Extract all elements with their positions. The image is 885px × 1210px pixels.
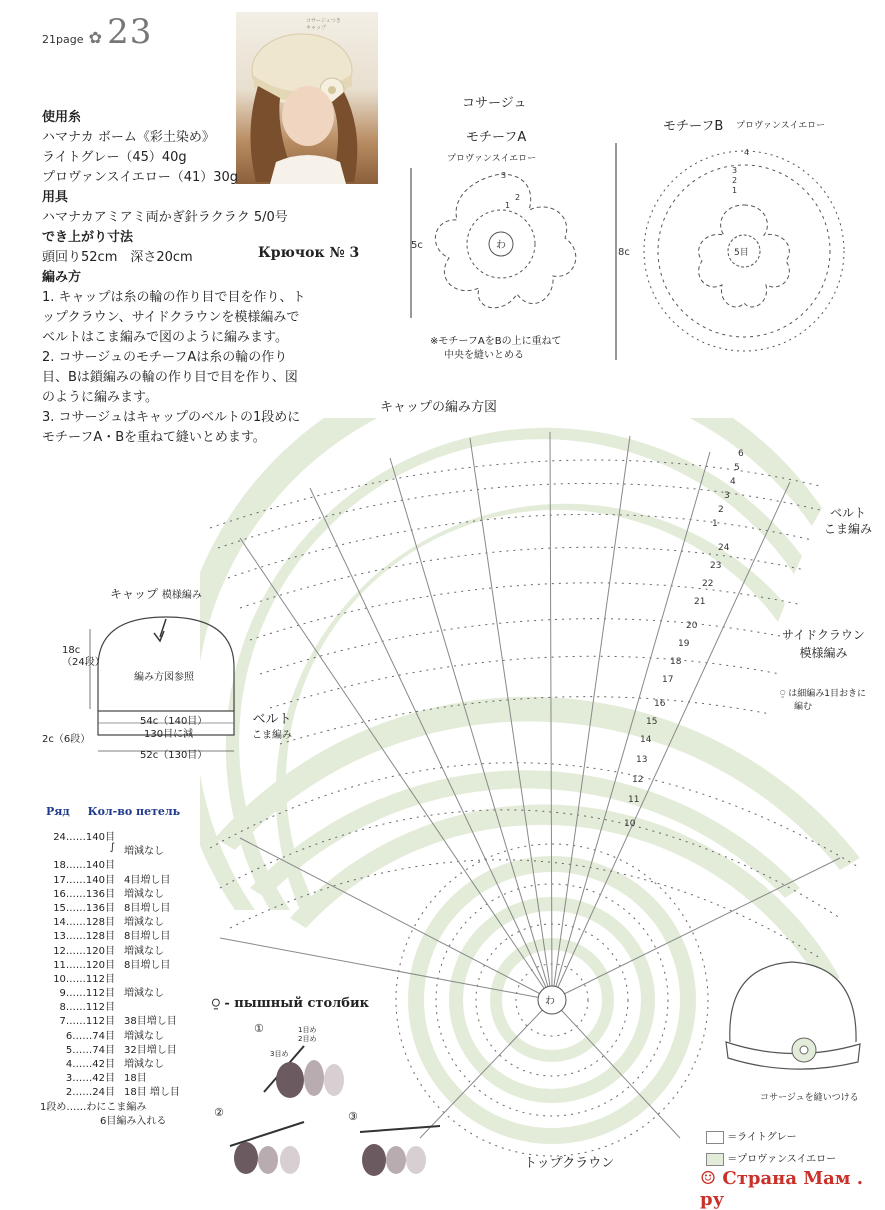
motif-b-round: 2 [732,176,738,185]
motif-a-title: モチーフA [466,130,527,145]
step-1-marker: ① [254,1022,264,1035]
light-grey-swatch [706,1131,724,1144]
motif-b-color: プロヴァンスイエロー [736,121,826,131]
step-3-marker: ③ [348,1110,358,1123]
svg-text:14: 14 [640,735,652,745]
motif-b-center: 5目 [734,248,749,258]
motif-a-color: プロヴァンスイエロー [447,154,537,164]
svg-text:2: 2 [718,505,724,515]
side-crown-label: サイドクラウン 模様編み [782,628,865,660]
table-row: 1段め……わにこま編み [40,1101,147,1113]
puff-stitch-icon: ⍜ [212,996,220,1011]
puff-stitch-legend: ⍜ - пышный столбик [212,996,370,1011]
table-row: 24……140目 [53,832,115,843]
motif-b-chart [606,135,856,365]
motif-a-round: 3 [501,171,507,180]
photo-caption: コサージュつき キャップ [306,18,341,31]
symbol-note: ⍜ は細編み1目おきに 編む [780,689,867,712]
motif-b-title: モチーフB [663,119,724,134]
svg-text:21: 21 [694,597,706,607]
svg-text:23: 23 [710,561,722,571]
svg-text:3: 3 [724,491,730,501]
method-line: モチーフA・Bを重ねて縫いとめます。 [42,430,266,445]
motif-b-round: 3 [732,166,738,175]
step-2-illustration [210,1116,320,1178]
cap-belt-label: ベルト こま編み [252,712,292,741]
cap-height: 18c （24段） [62,645,105,668]
svg-text:6: 6 [738,449,744,459]
table-row: 6……74目 増減なし [65,1030,164,1042]
table-row: 12……120目 増減なし [53,945,164,957]
table-row: 3……42目 18目 [65,1073,147,1085]
corsage-title: コサージュ [462,96,527,111]
main-chart-title: キャップの編み方図 [380,400,498,415]
finished-cap-sketch [712,952,872,1082]
svg-text:18: 18 [670,657,682,667]
materials-block [42,108,322,448]
method-line: 目、Bは鎖編みの輪の作り目で目を作り、図 [42,370,298,385]
table-row: 7……112目 38目増し目 [59,1016,177,1028]
size-text: 頭回り52cm 深さ20cm [42,250,193,265]
page-label: 21page [42,33,84,46]
size-heading: でき上がり寸法 [42,230,134,245]
corsage-note: ※モチーフAをBの上に重ねて 中央を縫いとめる [430,336,562,361]
step-1-illustration [250,1040,360,1100]
svg-text:15: 15 [646,717,658,727]
svg-text:20: 20 [686,621,698,631]
table-row: 18……140目 [53,860,115,872]
motif-a-round: 2 [515,193,521,202]
svg-text:19: 19 [678,639,690,649]
tools-heading: 用具 [42,190,69,205]
flower-icon: ✿ [88,28,102,47]
svg-text:17: 17 [662,675,674,685]
method-heading: 編み方 [42,270,82,285]
table-row: 13……128目 8目増し目 [53,931,171,943]
step-1-loops: 1目め 2目め 3目め [270,1026,317,1058]
method-line: のように編みます。 [42,390,158,405]
yarn-color-1: ライトグレー（45）40g [42,150,187,165]
method-line: 1. キャップは糸の輪の作り目で目を作り、ト [42,290,306,305]
table-row: 15……136目 8目増し目 [53,902,171,914]
table-row: 9……112目 増減なし [59,988,164,1000]
yarn-color-2: プロヴァンスイエロー（41）30g [42,170,239,185]
watermark: ☺ Страна Мам . ру [700,1168,864,1210]
table-row: 6目編み入れる [100,1115,167,1127]
table-row: 10……112目 [53,973,115,985]
yarn-heading: 使用糸 [42,110,82,125]
svg-text:24: 24 [718,543,730,553]
cap-top-measure: 54c（140目） [140,716,208,727]
step-2-marker: ② [214,1106,224,1119]
table-row: ∫ 増減なし [109,842,164,858]
cap-center-note: 編み方図参照 [134,672,194,683]
rows-header: Ряд Кол-во петель [46,805,181,818]
cap-belt-height: 2c（6段） [42,734,91,745]
puff-stitch-icon: ⍜ [780,689,786,699]
cap-diagram-title: キャップ 模様編み [110,587,202,601]
method-line: 2. コサージュのモチーフAは糸の輪の作り [42,350,288,365]
motif-a-center: わ [496,240,506,251]
cap-bottom-measure: 52c（130目） [140,750,208,761]
motif-a-chart [405,160,605,330]
svg-text:13: 13 [636,755,648,765]
yellow-swatch [706,1153,724,1166]
color-legend-grey: ＝ライトグレー [706,1128,797,1144]
crown-center: わ [545,996,555,1007]
svg-text:16: 16 [654,699,666,709]
motif-b-size: 8c [618,247,630,258]
table-row: 17……140目 4目増し目 [53,874,171,886]
svg-text:10: 10 [624,819,636,829]
table-row: 16……136目 増減なし [53,888,164,900]
motif-b-round: 4 [744,148,750,157]
yarn-name: ハマナカ ボーム《彩土染め》 [42,130,215,145]
svg-text:1: 1 [712,519,718,529]
page-header [42,12,152,52]
step-3-illustration [344,1116,454,1178]
method-line: ベルトはこま編みで図のように編みます。 [42,330,288,345]
motif-b-round: 1 [732,186,738,195]
method-line: 3. コサージュはキャップのベルトの1段めに [42,410,301,425]
table-row: 4……42目 増減なし [65,1059,164,1070]
motif-a-round: 1 [505,201,511,210]
table-row: 2……24目 18目 増し目 [65,1087,180,1099]
table-row: 14……128目 増減なし [53,917,164,929]
pattern-number: 23 [107,12,153,52]
rows-table [40,828,225,1126]
svg-text:22: 22 [702,579,714,589]
table-row: 5……74目 32目増し目 [65,1044,177,1056]
svg-text:5: 5 [734,463,740,473]
cap-decrease: 130目に減 [144,729,194,740]
color-legend-yellow: ＝プロヴァンスイエロー [706,1150,836,1166]
motif-a-size: 5c [411,240,423,251]
table-row: 11……120目 8目増し目 [53,959,171,971]
svg-text:12: 12 [632,775,644,785]
svg-text:4: 4 [730,477,736,487]
top-crown-label: トップクラウン [524,1156,615,1171]
tools-text: ハマナカアミアミ両かぎ針ラクラク 5/0号 [42,210,288,225]
hook-note: Крючок № 3 [258,245,360,261]
belt-label: ベルト こま編み [824,506,873,536]
table-row: 8……112目 [59,1002,115,1014]
finished-caption: コサージュを縫いつける [760,1093,859,1103]
method-line: ップクラウン、サイドクラウンを模様編みで [42,310,300,325]
svg-text:11: 11 [628,795,640,805]
smiley-icon: ☺ [700,1168,717,1189]
